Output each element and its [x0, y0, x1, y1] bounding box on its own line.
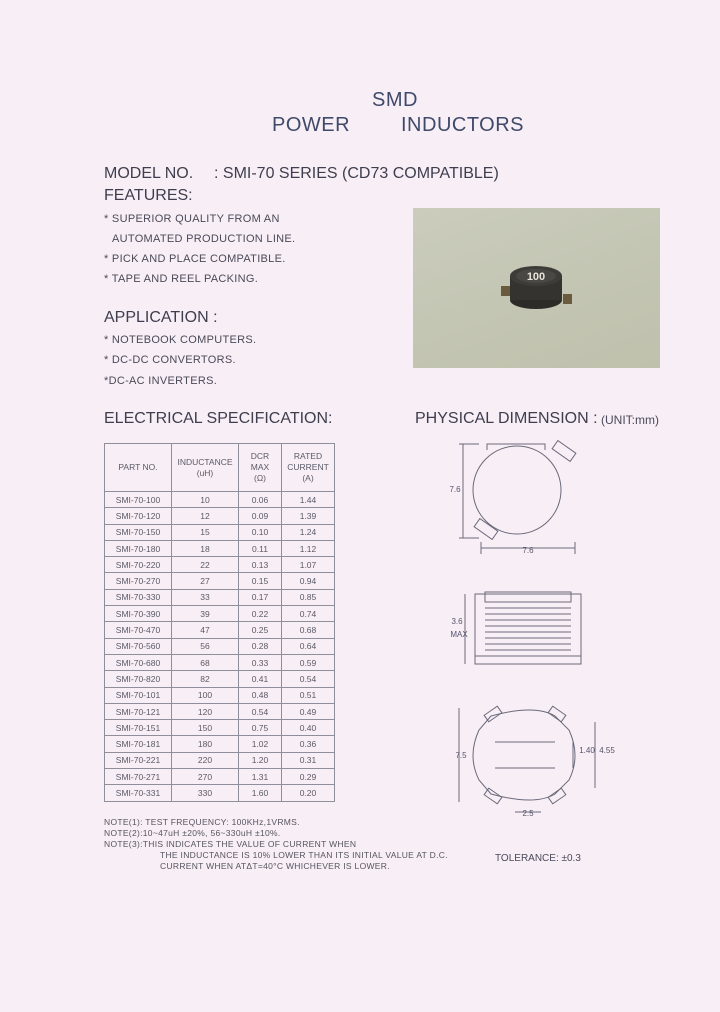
cell-inductance: 22 [172, 557, 239, 573]
cell-inductance: 18 [172, 540, 239, 556]
col-rated-unit: (A) [302, 473, 314, 483]
table-row [105, 785, 335, 801]
feature-item: * TAPE AND REEL PACKING. [104, 273, 259, 285]
cell-dcr: 0.41 [239, 671, 282, 687]
table-row [105, 622, 335, 638]
cell-dcr: 0.11 [239, 540, 282, 556]
cell-part: SMI-70-560 [105, 638, 172, 654]
cell-current: 1.44 [282, 492, 335, 508]
table-row [105, 492, 335, 508]
cell-part: SMI-70-150 [105, 524, 172, 540]
top-view-drawing [445, 436, 595, 562]
table-row [105, 654, 335, 670]
cell-current: 0.20 [282, 785, 335, 801]
cell-part: SMI-70-820 [105, 671, 172, 687]
physical-unit: (UNIT:mm) [601, 413, 659, 427]
cell-current: 0.85 [282, 589, 335, 605]
col-inductance-label: INDUCTANCE [177, 456, 233, 467]
title-inductors: INDUCTORS [401, 114, 525, 136]
table-header-row [105, 444, 335, 492]
cell-current: 0.40 [282, 720, 335, 736]
table-row [105, 589, 335, 605]
note-3-cont: THE INDUCTANCE IS 10% LOWER THAN ITS INITIAL VALUE AT D.C. [160, 850, 448, 860]
cell-inductance: 180 [172, 736, 239, 752]
cell-inductance: 68 [172, 654, 239, 670]
col-part: PART NO. [105, 444, 172, 492]
dim-side-max: MAX [450, 630, 468, 639]
cell-dcr: 0.33 [239, 654, 282, 670]
note-3: NOTE(3):THIS INDICATES THE VALUE OF CURRENT WHEN [104, 839, 357, 849]
cell-current: 0.68 [282, 622, 335, 638]
cell-inductance: 10 [172, 492, 239, 508]
cell-part: SMI-70-121 [105, 703, 172, 719]
col-dcr-unit: (Ω) [253, 473, 266, 483]
side-view-drawing [445, 588, 595, 670]
model-label: MODEL NO. [104, 165, 194, 182]
cell-dcr: 0.10 [239, 524, 282, 540]
photo-marking: 100 [526, 271, 546, 283]
cell-part: SMI-70-100 [105, 492, 172, 508]
note-2: NOTE(2):10~47uH ±20%, 56~330uH ±10%. [104, 828, 281, 838]
product-photo [413, 208, 660, 368]
cell-dcr: 1.31 [239, 769, 282, 785]
cell-dcr: 0.22 [239, 606, 282, 622]
cell-dcr: 0.13 [239, 557, 282, 573]
cell-part: SMI-70-331 [105, 785, 172, 801]
cell-inductance: 12 [172, 508, 239, 524]
dim-side-height: 3.6 [451, 617, 463, 626]
cell-dcr: 0.06 [239, 492, 282, 508]
cell-inductance: 27 [172, 573, 239, 589]
table-row [105, 752, 335, 768]
feature-item: * SUPERIOR QUALITY FROM AN [104, 213, 280, 225]
cell-part: SMI-70-151 [105, 720, 172, 736]
features-heading: FEATURES: [104, 187, 193, 204]
cell-current: 0.51 [282, 687, 335, 703]
note-3-cont2: CURRENT WHEN ATΔT=40°C WHICHEVER IS LOWER. [160, 861, 390, 871]
table-row [105, 638, 335, 654]
table-row [105, 736, 335, 752]
application-heading: APPLICATION : [104, 309, 218, 326]
cell-dcr: 0.28 [239, 638, 282, 654]
cell-dcr: 0.48 [239, 687, 282, 703]
cell-current: 0.59 [282, 654, 335, 670]
col-dcr-sub: MAX [250, 462, 270, 472]
cell-part: SMI-70-220 [105, 557, 172, 573]
dim-bottom-width: 2.5 [522, 809, 534, 818]
cell-part: SMI-70-120 [105, 508, 172, 524]
dim-top-width: 7.6 [522, 546, 534, 555]
cell-dcr: 0.15 [239, 573, 282, 589]
inductor-photo-icon [413, 208, 660, 368]
table-row [105, 524, 335, 540]
cell-current: 0.74 [282, 606, 335, 622]
application-item: * DC-DC CONVERTORS. [104, 354, 236, 366]
cell-dcr: 0.54 [239, 703, 282, 719]
cell-dcr: 0.17 [239, 589, 282, 605]
cell-inductance: 82 [172, 671, 239, 687]
col-rated [282, 444, 335, 492]
cell-dcr: 0.75 [239, 720, 282, 736]
cell-current: 1.39 [282, 508, 335, 524]
bottom-view-drawing [445, 700, 615, 822]
cell-part: SMI-70-181 [105, 736, 172, 752]
table-row [105, 703, 335, 719]
table-row [105, 540, 335, 556]
cell-current: 1.12 [282, 540, 335, 556]
cell-inductance: 220 [172, 752, 239, 768]
cell-part: SMI-70-270 [105, 573, 172, 589]
cell-current: 0.64 [282, 638, 335, 654]
cell-dcr: 0.25 [239, 622, 282, 638]
cell-current: 0.36 [282, 736, 335, 752]
cell-inductance: 270 [172, 769, 239, 785]
feature-item: * PICK AND PLACE COMPATIBLE. [104, 253, 286, 265]
col-rated-label: RATED [293, 451, 323, 461]
table-row [105, 687, 335, 703]
table-row [105, 671, 335, 687]
cell-part: SMI-70-470 [105, 622, 172, 638]
table-row [105, 606, 335, 622]
dim-bottom-pad-a: 1.40 [579, 746, 595, 755]
cell-part: SMI-70-180 [105, 540, 172, 556]
tolerance: TOLERANCE: ±0.3 [495, 853, 581, 864]
cell-inductance: 15 [172, 524, 239, 540]
cell-current: 0.31 [282, 752, 335, 768]
cell-inductance: 33 [172, 589, 239, 605]
dim-bottom-height: 7.5 [455, 751, 467, 760]
table-row [105, 508, 335, 524]
cell-current: 0.54 [282, 671, 335, 687]
feature-item: AUTOMATED PRODUCTION LINE. [112, 233, 296, 245]
table-row [105, 769, 335, 785]
cell-current: 1.07 [282, 557, 335, 573]
cell-part: SMI-70-221 [105, 752, 172, 768]
cell-inductance: 56 [172, 638, 239, 654]
cell-part: SMI-70-330 [105, 589, 172, 605]
title-power: POWER [272, 114, 351, 136]
physical-heading: PHYSICAL DIMENSION : [415, 410, 598, 427]
table-row [105, 557, 335, 573]
title-smd: SMD [372, 89, 418, 111]
cell-dcr: 0.09 [239, 508, 282, 524]
application-item: *DC-AC INVERTERS. [104, 375, 218, 387]
cell-current: 0.29 [282, 769, 335, 785]
cell-dcr: 1.02 [239, 736, 282, 752]
col-inductance-unit: (uH) [196, 467, 214, 478]
cell-inductance: 330 [172, 785, 239, 801]
cell-current: 0.49 [282, 703, 335, 719]
cell-inductance: 100 [172, 687, 239, 703]
cell-dcr: 1.60 [239, 785, 282, 801]
col-dcr-label: DCR [250, 451, 270, 461]
electrical-heading: ELECTRICAL SPECIFICATION: [104, 410, 333, 427]
col-inductance [172, 444, 239, 492]
spec-table [104, 443, 335, 802]
dim-top-height: 7.6 [449, 485, 461, 494]
cell-inductance: 47 [172, 622, 239, 638]
cell-current: 0.94 [282, 573, 335, 589]
cell-current: 1.24 [282, 524, 335, 540]
cell-part: SMI-70-680 [105, 654, 172, 670]
note-1: NOTE(1): TEST FREQUENCY: 100KHz,1VRMS. [104, 817, 300, 827]
application-item: * NOTEBOOK COMPUTERS. [104, 334, 257, 346]
model-value: : SMI-70 SERIES (CD73 COMPATIBLE) [214, 165, 499, 182]
table-row [105, 573, 335, 589]
table-row [105, 720, 335, 736]
cell-inductance: 39 [172, 606, 239, 622]
cell-inductance: 120 [172, 703, 239, 719]
col-rated-sub: CURRENT [287, 462, 329, 472]
cell-part: SMI-70-101 [105, 687, 172, 703]
dim-bottom-pad-b: 4.55 [599, 746, 615, 755]
cell-part: SMI-70-271 [105, 769, 172, 785]
col-dcr [239, 444, 282, 492]
cell-inductance: 150 [172, 720, 239, 736]
cell-dcr: 1.20 [239, 752, 282, 768]
cell-part: SMI-70-390 [105, 606, 172, 622]
